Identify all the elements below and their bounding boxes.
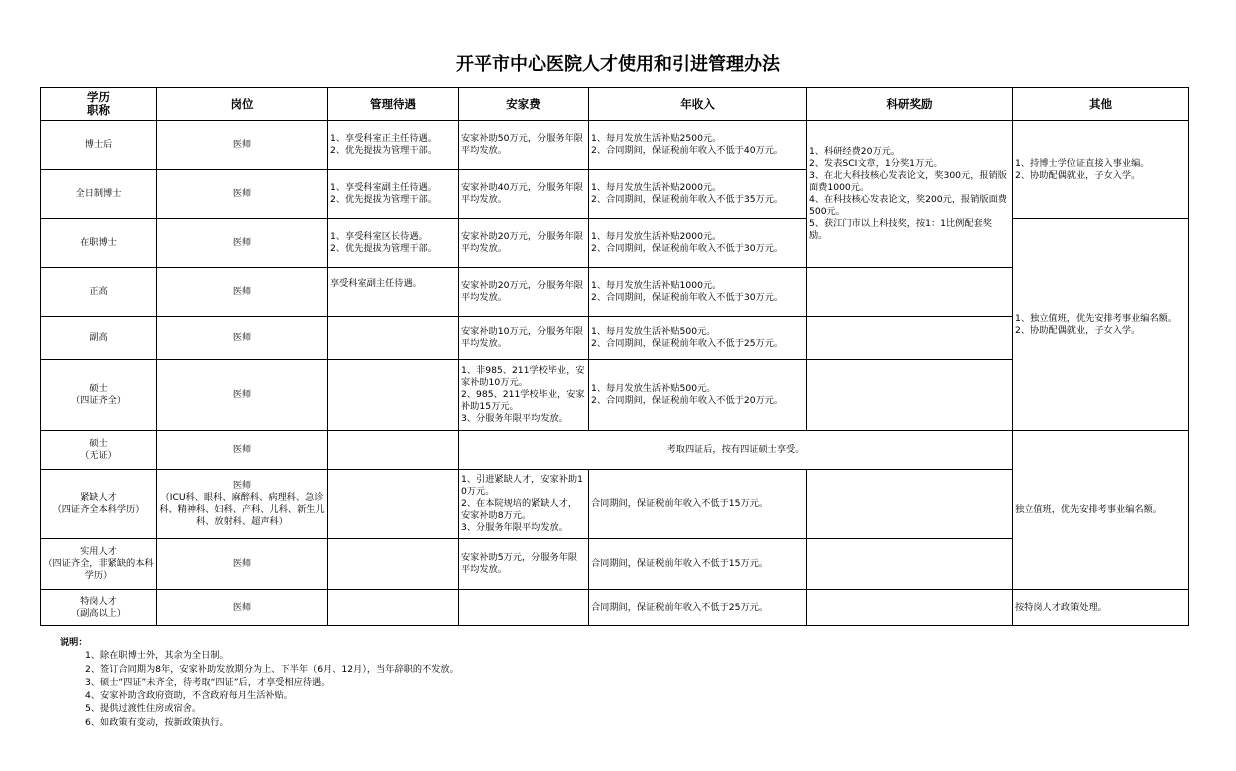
post-cell: 医师 (157, 121, 328, 170)
settle-cell: 安家补助20万元，分服务年限平均发放。 (459, 219, 589, 268)
notes-title: 说明： (60, 637, 88, 648)
mgmt-cell: 1、享受科室区长待遇。 2、优先提拔为管理干部。 (328, 219, 459, 268)
policy-table (40, 87, 1189, 626)
mgmt-cell (328, 539, 459, 590)
research-empty-cell (807, 268, 1013, 317)
mgmt-cell: 1、享受科室副主任待遇。 2、优先提拔为管理干部。 (328, 170, 459, 219)
income-cell: 1、每月发放生活补贴500元。 2、合同期间，保证税前年收入不低于25万元。 (589, 317, 807, 360)
row-title: 全日制博士 (41, 170, 157, 219)
post-cell: 医师 (157, 590, 328, 626)
note-item: 2、签订合同期为8年，安家补助发放期分为上、下半年（6月、12月），当年辞职的不发放。 (85, 663, 459, 675)
post-cell: 医师 (157, 539, 328, 590)
table-row (41, 590, 1189, 626)
research-empty-cell (807, 590, 1013, 626)
header-row (41, 88, 1189, 121)
header-post: 岗位 (157, 88, 328, 121)
row-title: 特岗人才 （副高以上） (41, 590, 157, 626)
mgmt-cell (328, 317, 459, 360)
row-title: 副高 (41, 317, 157, 360)
header-research: 科研奖励 (807, 88, 1013, 121)
settle-cell: 安家补助20万元，分服务年限平均发放。 (459, 268, 589, 317)
mgmt-cell (328, 360, 459, 431)
header-settle: 安家费 (459, 88, 589, 121)
row-title: 硕士 （无证） (41, 431, 157, 470)
research-empty-cell (807, 317, 1013, 360)
income-cell: 1、每月发放生活补贴2000元。 2、合同期间，保证税前年收入不低于35万元。 (589, 170, 807, 219)
other-senior-cell: 1、独立值班，优先安排考事业编名额。 2、协助配偶就业，子女入学。 (1013, 219, 1189, 431)
row-title: 硕士 （四证齐全） (41, 360, 157, 431)
table-row (41, 431, 1189, 470)
post-cell: 医师 (157, 219, 328, 268)
row-title: 实用人才 （四证齐全，非紧缺的本科学历） (41, 539, 157, 590)
income-cell: 1、每月发放生活补贴2000元。 2、合同期间，保证税前年收入不低于30万元。 (589, 219, 807, 268)
mgmt-cell: 享受科室副主任待遇。 (328, 268, 459, 317)
other-shortage-cell: 独立值班，优先安排考事业编名额。 (1013, 431, 1189, 590)
row-title: 紧缺人才 （四证齐全本科学历） (41, 470, 157, 539)
mgmt-cell: 1、享受科室正主任待遇。 2、优先提拔为管理干部。 (328, 121, 459, 170)
table-row (41, 121, 1189, 170)
header-mgmt: 管理待遇 (328, 88, 459, 121)
mgmt-cell (328, 431, 459, 470)
research-award-cell: 1、科研经费20万元。 2、发表SCI文章，1分奖1万元。 3、在北大科技核心发表论文，奖300元，报销版面费1000元。 4、在科技核心发表论文，奖200元，报销版面费500元。 5、获江门市以上科技奖，按1：1比例配套奖励。 (807, 121, 1013, 268)
mgmt-cell (328, 470, 459, 539)
research-empty-cell (807, 360, 1013, 431)
income-cell: 1、每月发放生活补贴2500元。 2、合同期间，保证税前年收入不低于40万元。 (589, 121, 807, 170)
header-income: 年收入 (589, 88, 807, 121)
settle-cell: 安家补助5万元，分服务年限平均发放。 (459, 539, 589, 590)
settle-cell: 1、非985、211学校毕业，安家补助10万元。 2、985、211学校毕业，安家补助15万元。 3、分服务年限平均发放。 (459, 360, 589, 431)
post-cell: 医师 (157, 268, 328, 317)
other-special-cell: 按特岗人才政策处理。 (1013, 590, 1189, 626)
post-cell: 医师 (157, 431, 328, 470)
other-doctors-cell: 1、持博士学位证直接入事业编。 2、协助配偶就业，子女入学。 (1013, 121, 1189, 219)
table-row (41, 219, 1189, 268)
row-title: 正高 (41, 268, 157, 317)
income-cell: 合同期间，保证税前年收入不低于15万元。 (589, 539, 807, 590)
settle-cell: 安家补助40万元，分服务年限平均发放。 (459, 170, 589, 219)
post-cell: 医师 (157, 317, 328, 360)
row-title: 博士后 (41, 121, 157, 170)
note-item: 3、硕士“四证”未齐全，待考取“四证”后，才享受相应待遇。 (85, 676, 331, 688)
settle-cell: 安家补助50万元，分服务年限平均发放。 (459, 121, 589, 170)
note-item: 5、提供过渡性住房或宿舍。 (85, 703, 202, 715)
income-cell: 1、每月发放生活补贴500元。 2、合同期间，保证税前年收入不低于20万元。 (589, 360, 807, 431)
post-cell: 医师 (157, 360, 328, 431)
income-cell: 合同期间，保证税前年收入不低于15万元。 (589, 470, 807, 539)
header-edu: 学历 职称 (41, 88, 157, 121)
research-empty-cell (807, 539, 1013, 590)
note-item: 1、除在职博士外，其余为全日制。 (85, 650, 229, 662)
post-cell: 医师 （ICU科、眼科、麻醉科、病理科、急诊科、精神科、妇科、产科、儿科、新生儿科、放射科、超声科） (157, 470, 328, 539)
income-cell: 合同期间，保证税前年收入不低于25万元。 (589, 590, 807, 626)
header-other: 其他 (1013, 88, 1189, 121)
row-title: 在职博士 (41, 219, 157, 268)
settle-cell (459, 590, 589, 626)
settle-cell: 安家补助10万元，分服务年限平均发放。 (459, 317, 589, 360)
merged-note-cell: 考取四证后，按有四证硕士享受。 (459, 431, 1013, 470)
settle-cell: 1、引进紧缺人才，安家补助10万元。 2、在本院规培的紧缺人才，安家补助8万元。 3、分服务年限平均发放。 (459, 470, 589, 539)
note-item: 4、安家补助含政府资助，不含政府每月生活补贴。 (85, 690, 293, 702)
mgmt-cell (328, 590, 459, 626)
post-cell: 医师 (157, 170, 328, 219)
research-empty-cell (807, 470, 1013, 539)
notes-section (60, 636, 459, 729)
income-cell: 1、每月发放生活补贴1000元。 2、合同期间，保证税前年收入不低于30万元。 (589, 268, 807, 317)
note-item: 6、如政策有变动，按新政策执行。 (85, 716, 229, 728)
document-title: 开平市中心医院人才使用和引进管理办法 (456, 54, 780, 75)
